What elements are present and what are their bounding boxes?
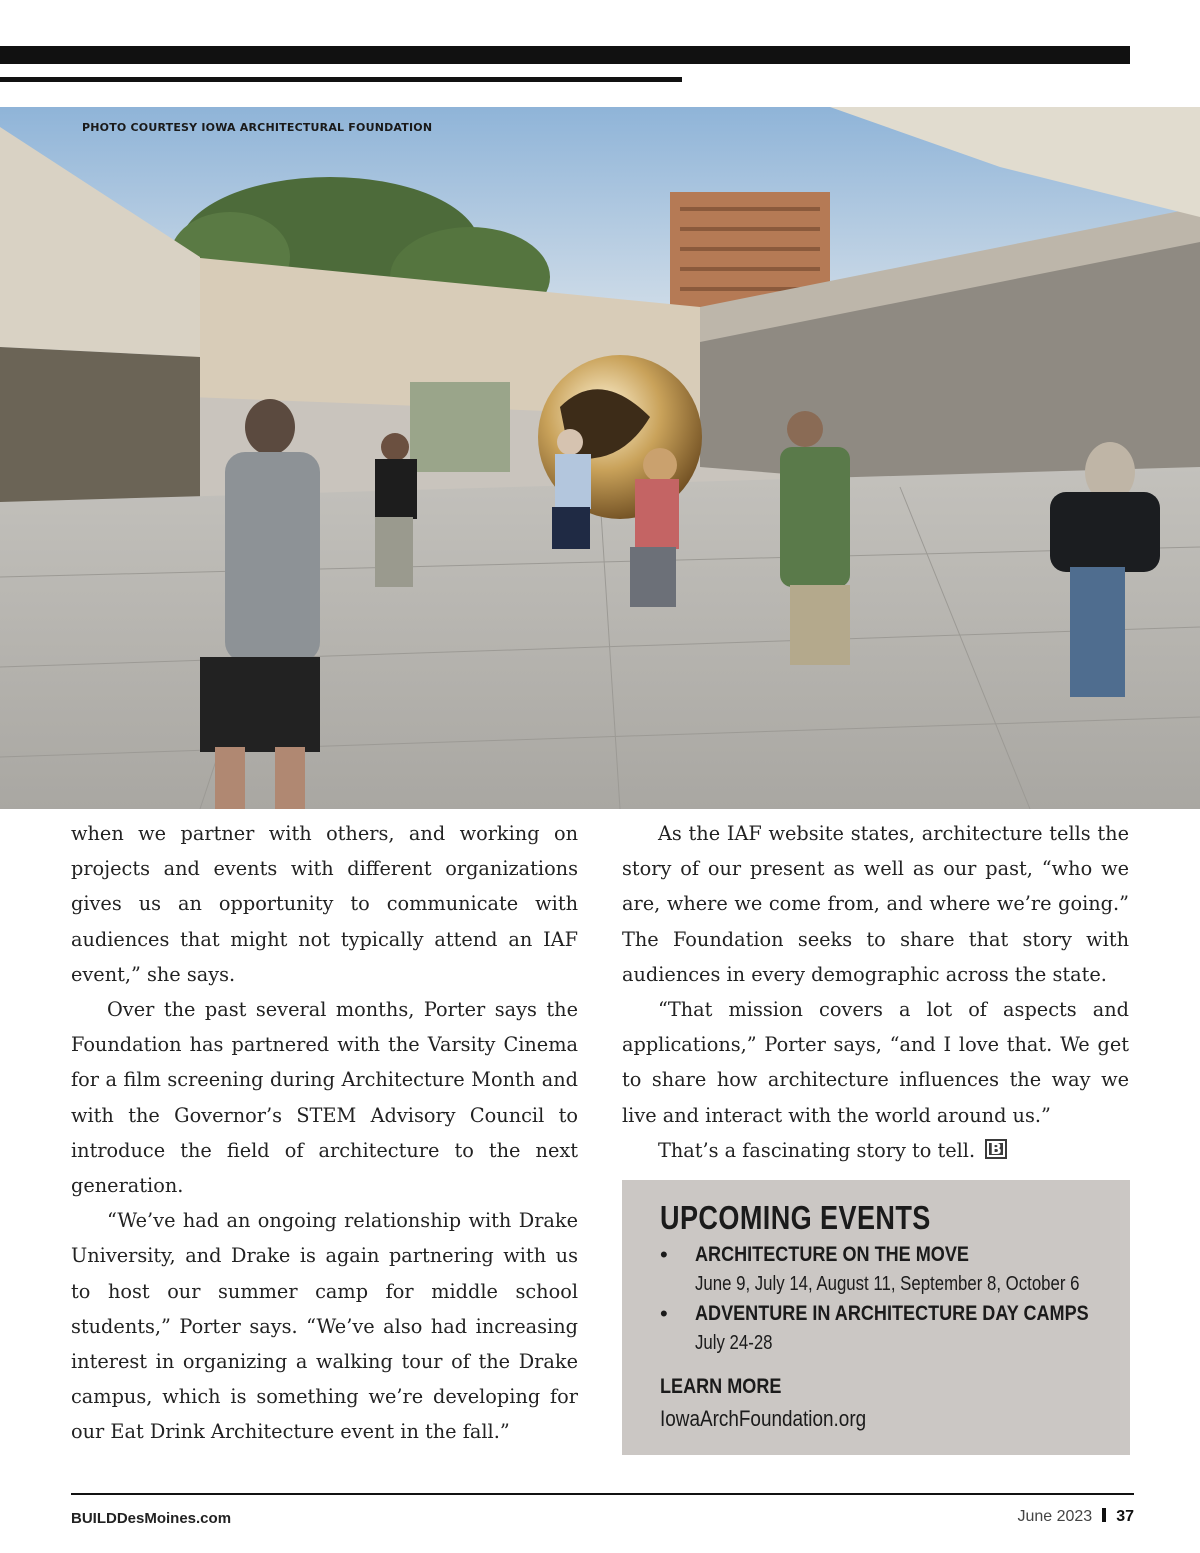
article-column-left [71, 816, 578, 1450]
learn-more-link[interactable]: IowaArchFoundation.org [660, 1406, 867, 1431]
article-paragraph: “That mission covers a lot of aspects and applications,” Porter says, “and I love that. We get to share how architecture influences the way we live and interact with the world around us.” [622, 998, 1129, 1127]
photo-credit: PHOTO COURTESY IOWA ARCHITECTURAL FOUNDATION [82, 121, 433, 134]
footer-rule [71, 1493, 1134, 1495]
header-rule-thick [0, 46, 1130, 64]
courtyard-photo [0, 107, 1200, 809]
upcoming-events-box [622, 1180, 1130, 1455]
event-list [660, 1240, 1092, 1358]
footer-site-name[interactable]: BUILDDesMoines.com [71, 1510, 232, 1527]
courtyard-illustration [0, 107, 1200, 809]
event-dates: June 9, July 14, August 11, September 8, October 6 [695, 1273, 1080, 1295]
article-column-right [622, 816, 1129, 1168]
event-item [660, 1240, 1092, 1299]
article-paragraph: As the IAF website states, architecture tells the story of our present as well as our past, “who we are, where we come from, and where we’re going.” The Foundation seeks to share that story with audiences in every demographic across the state. [622, 822, 1129, 986]
footer-date: June 2023 [1017, 1508, 1093, 1525]
events-title: UPCOMING EVENTS [660, 1199, 931, 1236]
article-closing-paragraph [622, 1133, 1129, 1168]
article-paragraph: when we partner with others, and working on projects and events with different organizations gives us an opportunity to communicate with audiences that might not typically attend an IAF event,” she says. [71, 822, 578, 986]
page-number: 37 [1116, 1508, 1134, 1525]
event-item [660, 1299, 1092, 1358]
article-paragraph: “We’ve had an ongoing relationship with Drake University, and Drake is again partnering with us to host our summer camp for middle school students,” Porter says. “We’ve also had increasing interest in organizing a walking tour of the Drake campus, which is something we’re developing for our Eat Drink Architecture event in the fall.” [71, 1209, 578, 1444]
header-rule-thin [0, 77, 682, 82]
end-mark-icon: B [985, 1139, 1007, 1159]
event-dates: July 24-28 [695, 1332, 773, 1354]
article-paragraph: Over the past several months, Porter says the Foundation has partnered with the Varsity Cinema for a film screening during Architecture Month and with the Governor’s STEM Advisory Council to introduce the field of architecture to the next generation. [71, 998, 578, 1198]
article-closing-text: That’s a fascinating story to tell. [658, 1138, 976, 1162]
learn-more-label: LEARN MORE [660, 1375, 782, 1398]
footer-folio [1017, 1508, 1134, 1526]
footer-divider [1102, 1508, 1106, 1522]
event-name: • ADVENTURE IN ARCHITECTURE DAY CAMPS [695, 1302, 1089, 1325]
event-name: • ARCHITECTURE ON THE MOVE [695, 1243, 969, 1266]
